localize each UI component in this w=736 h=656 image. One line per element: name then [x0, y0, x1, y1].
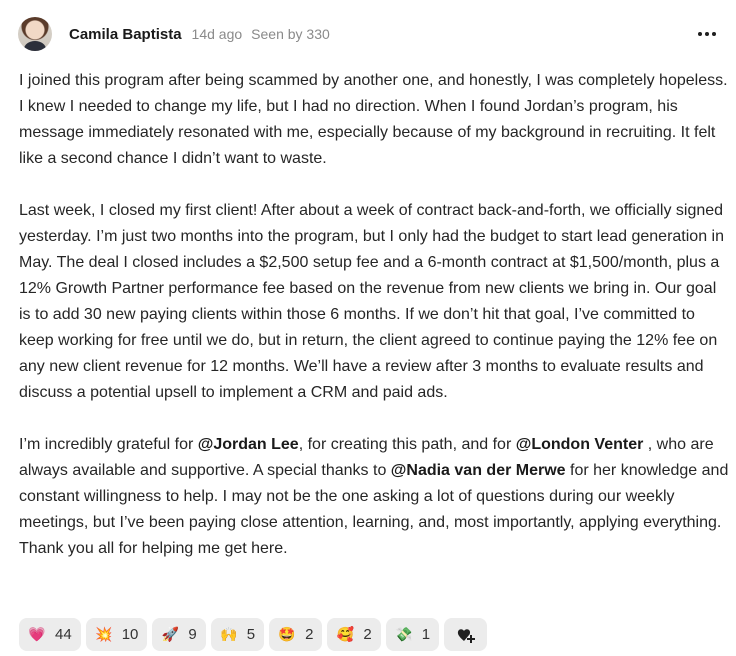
mention-nadia-van-der-merwe[interactable]: @Nadia van der Merwe — [390, 462, 566, 479]
more-dot — [712, 32, 716, 36]
paragraph-1: I joined this program after being scammed by another one, and honestly, I was completely hopeless. I knew I needed to change my life, but I had no direction. When I found Jordan’s program, his message immediately resonated with me, especially because of my background in recruiting. It felt like a second chance I didn’t want to waste. — [19, 72, 728, 167]
post-body — [19, 68, 729, 588]
text-segment: , for creating this path, and for — [298, 436, 516, 453]
seen-count[interactable]: Seen by 330 — [251, 26, 330, 42]
raised-hands-icon: 🙌 — [220, 626, 238, 642]
text-segment: , who are always available and supportive. A special thanks to — [19, 436, 714, 479]
text-segment: for her knowledge and constant willingness to help. I may not be the one asking a lot of questions during our weekly meetings, but I’ve been paying close attention, learning, and, most importantly, applying everything. Thank you all for helping me get here. — [19, 462, 729, 557]
add-reaction-icon — [456, 626, 476, 644]
reaction-count: 44 — [55, 626, 72, 643]
reaction-count: 9 — [188, 626, 197, 643]
avatar[interactable] — [18, 17, 52, 51]
reaction-raised-hands[interactable] — [211, 618, 264, 651]
reaction-explosion[interactable] — [86, 618, 148, 651]
reaction-smiling-hearts[interactable] — [327, 618, 380, 651]
more-dot — [698, 32, 702, 36]
more-dot — [705, 32, 709, 36]
reaction-rocket[interactable] — [152, 618, 205, 651]
mention-jordan-lee[interactable]: @Jordan Lee — [197, 436, 299, 453]
more-options-button[interactable] — [692, 19, 722, 49]
star-eyes-icon: 🤩 — [278, 626, 296, 642]
author-name[interactable]: Camila Baptista — [69, 25, 182, 43]
smiling-hearts-icon: 🥰 — [336, 626, 355, 642]
post-age: 14d ago — [191, 26, 243, 42]
money-icon: 💸 — [395, 626, 413, 642]
heart-icon: 💗 — [28, 626, 46, 642]
explosion-icon: 💥 — [94, 626, 113, 642]
reactions-bar — [19, 618, 487, 651]
rocket-icon: 🚀 — [161, 626, 180, 642]
reaction-count: 2 — [363, 626, 372, 643]
text-segment: I’m incredibly grateful for — [19, 436, 198, 453]
reaction-count: 2 — [305, 626, 314, 643]
reaction-count: 5 — [246, 626, 256, 643]
paragraph-2: Last week, I closed my first client! After about a week of contract back-and-forth, we officially signed yesterday. I’m just two months into the program, but I only had the budget to start lead generation in May. The deal I closed includes a $2,500 setup fee and a 6-month contract at $1,500/month, plus a 12% Growth Partner performance fee based on the revenue from new clients we bring in. Our goal is to add 30 new paying clients within those 6 months. If we don’t hit that goal, I’ve committed to keep working for free until we do, but in return, the client agreed to continue paying the 12% fee on any new client revenue for 12 months. We’ll have a review after 3 months to evaluate results and discuss a potential upsell to implement a CRM and paid ads. — [19, 202, 724, 401]
reaction-count: 10 — [121, 626, 139, 643]
mention-london-venter[interactable]: @London Venter — [515, 436, 644, 453]
add-reaction-button[interactable] — [444, 618, 487, 651]
reaction-heart[interactable] — [19, 618, 81, 651]
paragraph-3 — [19, 432, 729, 562]
reaction-count: 1 — [421, 626, 431, 643]
reaction-money[interactable] — [386, 618, 439, 651]
post-header — [18, 16, 722, 52]
reaction-star-eyes[interactable] — [269, 618, 322, 651]
